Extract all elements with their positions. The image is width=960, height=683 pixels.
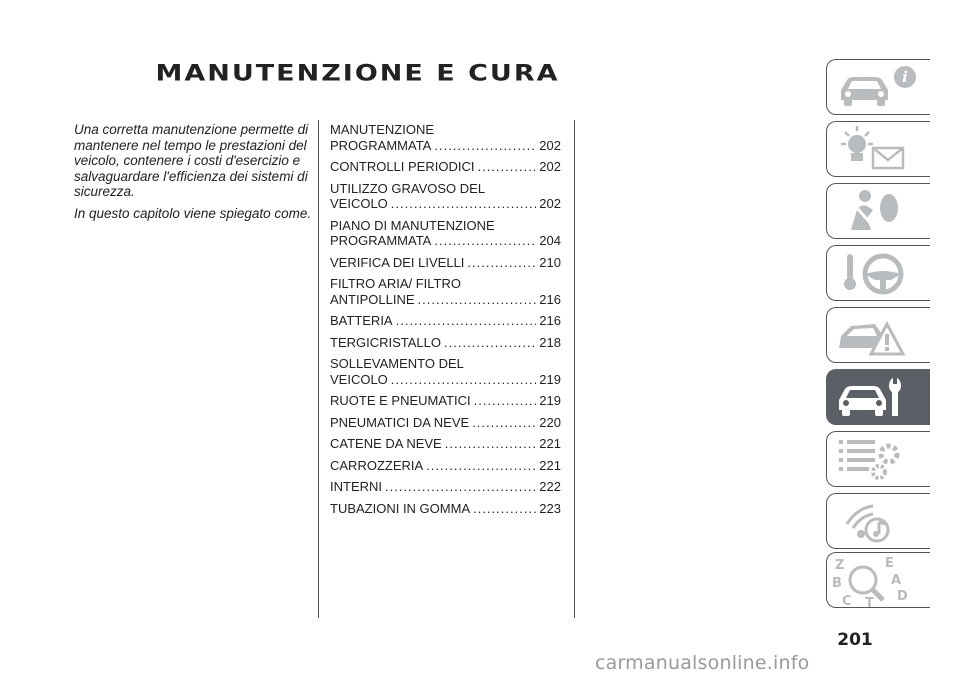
toc-entry-title: PROGRAMMATA (330, 233, 432, 248)
toc-dot-leader (474, 393, 537, 409)
toc-entry[interactable] (330, 436, 561, 452)
toc-entry-line (330, 372, 561, 388)
airbag-safety-icon (827, 184, 931, 240)
toc-entry-line (330, 218, 561, 234)
table-of-contents (330, 122, 561, 522)
toc-entry-title: TUBAZIONI IN GOMMA (330, 500, 471, 516)
toc-entry-line (330, 479, 561, 495)
toc-entry-page: 202 (539, 137, 561, 153)
toc-entry[interactable] (330, 458, 561, 474)
toc-dot-leader (391, 372, 537, 388)
index-letter: E (885, 556, 894, 571)
toc-entry-page: 219 (539, 371, 561, 387)
tab-index[interactable] (826, 552, 930, 608)
toc-entry[interactable] (330, 122, 561, 153)
toc-entry-line (330, 393, 561, 409)
toc-entry[interactable] (330, 159, 561, 175)
toc-entry-line (330, 313, 561, 329)
toc-entry-line (330, 276, 561, 292)
toc-entry[interactable] (330, 255, 561, 271)
toc-dot-leader (391, 196, 537, 212)
toc-entry-title: INTERNI (330, 479, 382, 494)
svg-text:i: i (902, 68, 908, 86)
toc-dot-leader (444, 335, 536, 351)
toc-entry-title: TERGICRISTALLO (330, 334, 442, 350)
toc-entry-page: 221 (539, 436, 561, 451)
toc-entry-line (330, 181, 561, 197)
car-info-icon (827, 60, 931, 116)
toc-entry-line (330, 356, 561, 372)
toc-dot-leader (467, 255, 536, 271)
emergency-icon (827, 308, 931, 364)
index-letter: D (897, 589, 908, 604)
column-divider-left (318, 120, 319, 618)
toc-entry[interactable] (330, 218, 561, 249)
tab-maintenance[interactable] (826, 369, 930, 425)
toc-dot-leader (445, 436, 537, 452)
intro-text (74, 122, 312, 227)
toc-entry-title: VERIFICA DEI LIVELLI (330, 254, 465, 270)
toc-entry-title: PNEUMATICI DA NEVE (330, 414, 470, 430)
toc-dot-leader (473, 501, 536, 517)
toc-entry-line (330, 159, 561, 175)
toc-entry-page: 202 (539, 196, 561, 211)
toc-entry-page: 216 (539, 291, 561, 307)
toc-dot-leader (477, 159, 536, 175)
toc-entry-line (330, 415, 561, 431)
multimedia-icon (827, 494, 931, 550)
tab-driving[interactable] (826, 245, 930, 301)
toc-entry-page: 216 (539, 313, 561, 328)
toc-entry[interactable] (330, 335, 561, 351)
index-icon (827, 553, 931, 609)
toc-entry-title: FILTRO ARIA/ FILTRO (330, 276, 461, 291)
tab-car-info[interactable] (826, 59, 930, 115)
toc-entry-line (330, 458, 561, 474)
warning-lights-icon (827, 122, 931, 178)
toc-dot-leader (472, 415, 536, 431)
toc-entry-title: VEICOLO (330, 196, 388, 211)
index-letter: Z (835, 558, 845, 573)
technical-data-icon (827, 432, 931, 488)
toc-entry-title: PROGRAMMATA (330, 137, 432, 153)
intro-paragraph-1: Una corretta manutenzione permette di mantenere nel tempo le prestazioni del veicolo, contenere i costi d'esercizio e salvaguardare l'efficienza dei sistemi di sicurezza. (74, 122, 309, 199)
toc-entry-page: 210 (539, 254, 561, 270)
toc-entry-title: ANTIPOLLINE (330, 291, 415, 307)
toc-entry-line (330, 292, 561, 308)
toc-entry-title: MANUTENZIONE (330, 122, 434, 137)
toc-entry-title: PIANO DI MANUTENZIONE (330, 217, 495, 233)
toc-entry-line (330, 122, 561, 138)
toc-dot-leader (418, 292, 537, 308)
toc-entry-title: UTILIZZO GRAVOSO DEL (330, 180, 486, 196)
intro-paragraph-2: In questo capitolo viene spiegato come. (74, 205, 312, 221)
toc-entry[interactable] (330, 393, 561, 409)
index-letter: A (891, 573, 902, 588)
toc-entry-page: 204 (539, 233, 561, 248)
toc-entry-line (330, 501, 561, 517)
toc-entry[interactable] (330, 479, 561, 495)
toc-entry-title: CONTROLLI PERIODICI (330, 159, 475, 174)
toc-entry[interactable] (330, 276, 561, 307)
toc-entry-page: 222 (539, 479, 561, 494)
toc-entry-page: 223 (539, 500, 561, 516)
toc-dot-leader (434, 233, 536, 249)
toc-entry-title: BATTERIA (330, 313, 393, 328)
toc-entry-page: 202 (539, 159, 561, 174)
toc-entry-page: 220 (539, 414, 561, 430)
toc-entry-line (330, 233, 561, 249)
toc-entry-title: VEICOLO (330, 371, 388, 387)
toc-entry-line (330, 196, 561, 212)
toc-entry-title: RUOTE E PNEUMATICI (330, 393, 471, 408)
toc-entry-title: CARROZZERIA (330, 457, 424, 473)
toc-entry-page: 218 (539, 334, 561, 350)
tab-multimedia[interactable] (826, 493, 930, 549)
toc-entry[interactable] (330, 356, 561, 387)
toc-entry[interactable] (330, 181, 561, 212)
tab-airbag-safety[interactable] (826, 183, 930, 239)
maintenance-icon (827, 370, 931, 426)
toc-entry-line (330, 436, 561, 452)
tab-technical-data[interactable] (826, 431, 930, 487)
toc-entry-title: CATENE DA NEVE (330, 436, 442, 451)
toc-entry[interactable] (330, 501, 561, 517)
toc-entry-page: 221 (539, 457, 561, 473)
toc-entry-line (330, 138, 561, 154)
watermark: carmanualsonline.info (595, 652, 810, 674)
tab-warning-lights[interactable] (826, 121, 930, 177)
toc-entry-page: 219 (539, 393, 561, 408)
column-divider-right (574, 120, 575, 618)
toc-dot-leader (434, 138, 536, 154)
index-letter: B (832, 576, 842, 591)
index-letter: T (865, 596, 874, 609)
toc-entry-line (330, 255, 561, 271)
page-number: 201 (837, 630, 873, 650)
toc-dot-leader (385, 479, 536, 495)
toc-entry[interactable] (330, 415, 561, 431)
toc-dot-leader (426, 458, 536, 474)
toc-entry-title: SOLLEVAMENTO DEL (330, 356, 464, 371)
page-title: MANUTENZIONE E CURA (155, 60, 560, 87)
toc-dot-leader (396, 313, 537, 329)
index-letter: C (842, 594, 852, 609)
toc-entry[interactable] (330, 313, 561, 329)
steering-wheel-icon (827, 246, 931, 302)
toc-entry-line (330, 335, 561, 351)
tab-emergency[interactable] (826, 307, 930, 363)
